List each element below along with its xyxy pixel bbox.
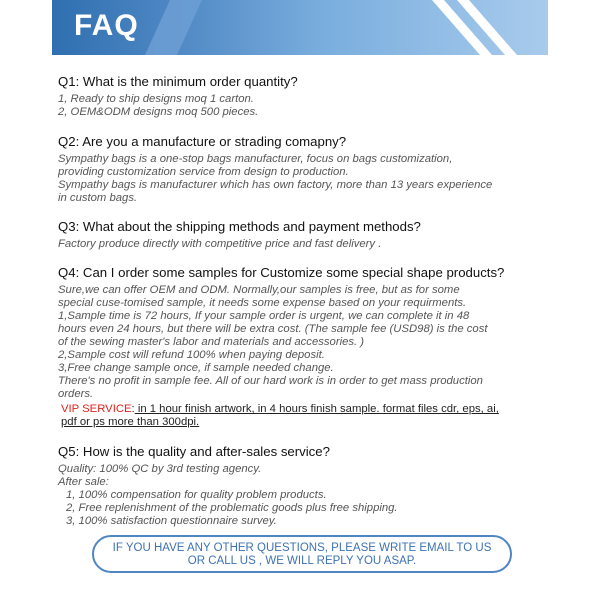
answer-line: orders. [58,388,94,400]
vip-service-line-2 [61,416,548,429]
answer-line: in custom bags. [58,192,138,204]
answer-line: Sympathy bags is manufacturer which has own factory, more than 13 years experience [58,179,493,191]
vip-service-label: VIP SERVICE [61,403,132,415]
answer-line: Sure,we can offer OEM and ODM. Normally,our samples is free, but as for some [58,284,460,296]
contact-callout [92,535,512,573]
vip-service-text: in 1 hour finish artwork, in 4 hours finish sample. format files cdr, eps, ai, [134,403,499,415]
answer-line: There's no profit in sample fee. All of our hard work is in order to get mass production [58,375,483,387]
contact-line-2: OR CALL US , WE WILL REPLY YOU ASAP. [187,555,417,567]
answer-line: 1,Sample time is 72 hours, If your sample order is urgent, we can complete it in 48 [58,310,470,322]
contact-line-1: IF YOU HAVE ANY OTHER QUESTIONS, PLEASE WRITE EMAIL TO US [112,542,492,554]
faq-item-q4 [58,265,548,429]
answer-line: Quality: 100% QC by 3rd testing agency. [58,463,262,475]
banner-title: FAQ [74,9,139,42]
faq-item-q3 [58,219,548,251]
answer-line: providing customization service from design to production. [58,166,349,178]
faq-item-q2 [58,134,548,205]
answer-line: 2, OEM&ODM designs moq 500 pieces. [58,106,259,118]
answer-line: 3,Free change sample once, if sample needed change. [58,362,334,374]
question: Q4: Can I order some samples for Customize some special shape products? [58,265,505,280]
faq-item-q5 [58,444,548,528]
answer-line: hours even 24 hours, but there will be extra cost. (The sample fee (USD98) is the cost [58,323,488,335]
answer-line: of the sewing master's labor and materials and accessories. ) [58,336,365,348]
answer-line: Sympathy bags is a one-stop bags manufacturer, focus on bags customization, [58,153,453,165]
vip-service-text-2: pdf or ps more than 300dpi. [61,416,200,428]
faq-item-q1 [58,74,548,119]
vip-service-line: VIP SERVICE: in 1 hour finish artwork, in 4 hours finish sample. format files cdr, eps, ai, [61,403,499,415]
answer-line: 3, 100% satisfaction questionnaire survey. [66,515,277,527]
answer-line: 1, Ready to ship designs moq 1 carton. [58,93,254,105]
question: Q5: How is the quality and after-sales service? [58,444,330,459]
answer-line: 2, Free replenishment of the problematic goods plus free shipping. [66,502,398,514]
answer-line: special cuse-tomised sample, it needs some expense based on your requirments. [58,297,467,309]
question: Q3: What about the shipping methods and payment methods? [58,219,421,234]
faq-banner [52,0,548,55]
answer-line: 1, 100% compensation for quality problem products. [66,489,327,501]
answer-line: 2,Sample cost will refund 100% when paying deposit. [58,349,325,361]
question: Q1: What is the minimum order quantity? [58,74,298,89]
answer-line: After sale: [58,476,109,488]
answer-line: Factory produce directly with competitive price and fast delivery . [58,238,382,250]
question: Q2: Are you a manufacture or strading comapny? [58,134,347,149]
